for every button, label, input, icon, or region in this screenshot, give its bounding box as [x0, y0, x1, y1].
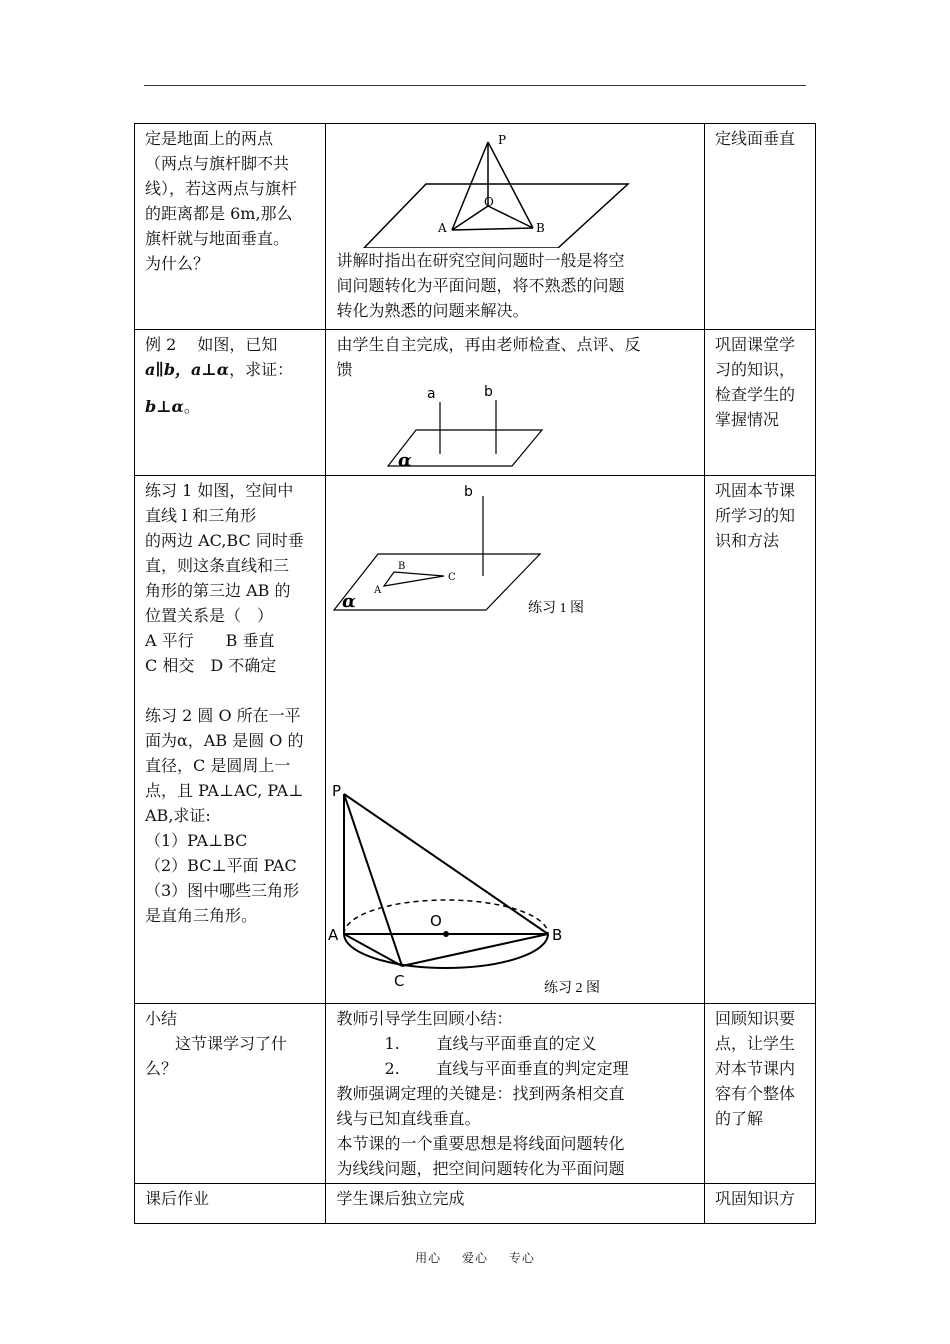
text-line: 由学生自主完成，再由老师检查、点评、反: [336, 335, 641, 354]
purpose-text: 定线面垂直: [715, 129, 796, 148]
footer-word: 专心: [508, 1251, 535, 1265]
text-line: （1）PA⊥BC: [145, 831, 248, 850]
text-line: 这节课学习了什: [175, 1034, 288, 1053]
list-item: [336, 1056, 696, 1081]
given-condition: a∥b，a⊥α: [145, 360, 230, 379]
question-cell: [135, 330, 326, 476]
list-item: [336, 1031, 696, 1056]
figure-caption: 练习 2 图: [544, 981, 601, 996]
text-line: 回顾知识要: [715, 1009, 796, 1028]
text-line: 定是地面上的两点: [145, 129, 274, 148]
text-line: 面为α，AB 是圆 O 的: [145, 731, 304, 750]
parallel-lines-plane-figure: [336, 382, 666, 468]
plane-label-alpha: α: [342, 591, 357, 612]
text-line: 课后作业: [145, 1189, 210, 1208]
segment-bc: [402, 934, 548, 966]
purpose-cell: [705, 1184, 816, 1224]
exercise-figures: [326, 476, 692, 1000]
point-label-a: A: [438, 221, 448, 235]
activity-cell: [326, 330, 705, 476]
point-label-o: O: [430, 912, 443, 930]
text-line: 线），若这两点与旗杆: [145, 179, 298, 198]
text-line: 教师引导学生回顾小结：: [336, 1009, 513, 1028]
text-line: 讲解时指出在研究空间问题时一般是将空: [336, 251, 625, 270]
point-label-a: A: [328, 926, 339, 944]
point-label-b: B: [552, 926, 563, 944]
text-line: 检查学生的: [715, 385, 796, 404]
conclusion: b⊥α: [145, 397, 184, 416]
text-line: 是直角三角形。: [145, 906, 258, 925]
list-text: 直线与平面垂直的判定定理: [436, 1059, 629, 1078]
point-label-c: C: [394, 972, 405, 990]
header-rule: [144, 85, 806, 86]
list-number: 1.: [384, 1034, 400, 1053]
text-line: 教师强调定理的关键是：找到两条相交直: [336, 1084, 625, 1103]
text-line: 位置关系是（ ）: [145, 606, 274, 625]
text-line: [145, 394, 317, 419]
text-line: 巩固知识方: [715, 1189, 796, 1208]
text-line: 的了解: [715, 1109, 764, 1128]
text-line: 练习 2 圆 O 所在一平: [145, 706, 301, 725]
question-cell: [135, 124, 326, 330]
point-label-b: B: [398, 561, 406, 572]
text-line: （2）BC⊥平面 PAC: [145, 856, 297, 875]
question-cell: [135, 1184, 326, 1224]
figure-caption: 练习 1 图: [528, 601, 585, 616]
text-line: 么？: [145, 1059, 178, 1078]
table-row: [135, 124, 816, 330]
text-line: （3）图中哪些三角形: [145, 881, 300, 900]
purpose-cell: [705, 124, 816, 330]
list-text: 直线与平面垂直的定义: [436, 1034, 597, 1053]
page-footer: [0, 1249, 950, 1266]
text-line: 容有个整体: [715, 1084, 796, 1103]
table-row: [135, 1184, 816, 1224]
text-line: 学生课后独立完成: [336, 1189, 465, 1208]
text-line: 的距离都是 6m,那么: [145, 204, 293, 223]
point-label-a: A: [374, 585, 382, 596]
triangle-abc: [384, 572, 444, 586]
text-line: [145, 357, 317, 382]
footer-word: 用心: [415, 1251, 442, 1265]
plane-shape: [334, 554, 540, 610]
point-label-p: P: [498, 133, 507, 147]
pyramid-on-plane-figure: [336, 126, 666, 248]
text-line: （两点与旗杆脚不共: [145, 154, 290, 173]
text-line: 为什么？: [145, 254, 210, 273]
prove-label: ，求证：: [229, 360, 294, 379]
center-point: [443, 931, 449, 937]
table-row: [135, 330, 816, 476]
lesson-plan-table: [134, 123, 816, 1224]
text-line: 直线 l 和三角形: [145, 506, 257, 525]
line-label-a: a: [427, 386, 437, 402]
point-label-p: P: [332, 782, 342, 800]
text-line: 所学习的知: [715, 506, 796, 525]
segment-pc: [344, 794, 402, 966]
text-line: 本节课的一个重要思想是将线面问题转化: [336, 1134, 625, 1153]
text-line: 点，让学生: [715, 1034, 796, 1053]
question-cell: [135, 1004, 326, 1184]
segment-pb: [344, 794, 548, 934]
text-line: 的两边 AC,BC 同时垂: [145, 531, 304, 550]
text-line: 点，且 PA⊥AC, PA⊥: [145, 781, 304, 800]
text-line: 为线线问题，把空间问题转化为平面问题: [336, 1159, 625, 1178]
text-line: 馈: [336, 360, 353, 379]
text-line: 巩固课堂学: [715, 335, 796, 354]
text-line: 直，则这条直线和三: [145, 556, 290, 575]
text-line: A 平行 B 垂直: [145, 631, 275, 650]
plane-label-alpha: α: [398, 450, 413, 468]
period: 。: [183, 397, 200, 416]
table-row: [135, 1004, 816, 1184]
point-label-o: O: [484, 195, 495, 209]
text-line: 对本节课内: [715, 1059, 796, 1078]
text-line: 掌握情况: [715, 410, 780, 429]
activity-cell: [326, 124, 705, 330]
purpose-cell: [705, 330, 816, 476]
text-line: 直径，C 是圆周上一: [145, 756, 291, 775]
text-line: AB,求证:: [145, 806, 211, 825]
text-line: 角形的第三边 AB 的: [145, 581, 291, 600]
text-line: 小结: [145, 1009, 178, 1028]
list-number: 2.: [384, 1059, 400, 1078]
text-line: 识和方法: [715, 531, 780, 550]
text-line: 练习 1 如图，空间中: [145, 481, 294, 500]
text-line: 习的知识，: [715, 360, 796, 379]
activity-cell: [326, 1004, 705, 1184]
line-label-b: b: [464, 484, 474, 500]
table-row: [135, 476, 816, 1004]
text-line: 例 2 如图，已知: [145, 335, 278, 354]
circle-back-arc: [344, 900, 548, 934]
footer-word: 爱心: [461, 1251, 488, 1265]
text-line: 间问题转化为平面问题，将不熟悉的问题: [336, 276, 625, 295]
question-cell: [135, 476, 326, 1004]
text-line: C 相交 D 不确定: [145, 656, 277, 675]
activity-cell: [326, 1184, 705, 1224]
point-label-c: C: [448, 572, 457, 583]
figure-cell: [326, 476, 705, 1004]
text-line: 巩固本节课: [715, 481, 796, 500]
purpose-cell: [705, 476, 816, 1004]
text-line: 转化为熟悉的问题来解决。: [336, 301, 529, 320]
line-label-b: b: [484, 384, 494, 400]
text-line: 旗杆就与地面垂直。: [145, 229, 290, 248]
text-line: 线与已知直线垂直。: [336, 1109, 481, 1128]
purpose-cell: [705, 1004, 816, 1184]
point-label-b: B: [536, 221, 546, 235]
